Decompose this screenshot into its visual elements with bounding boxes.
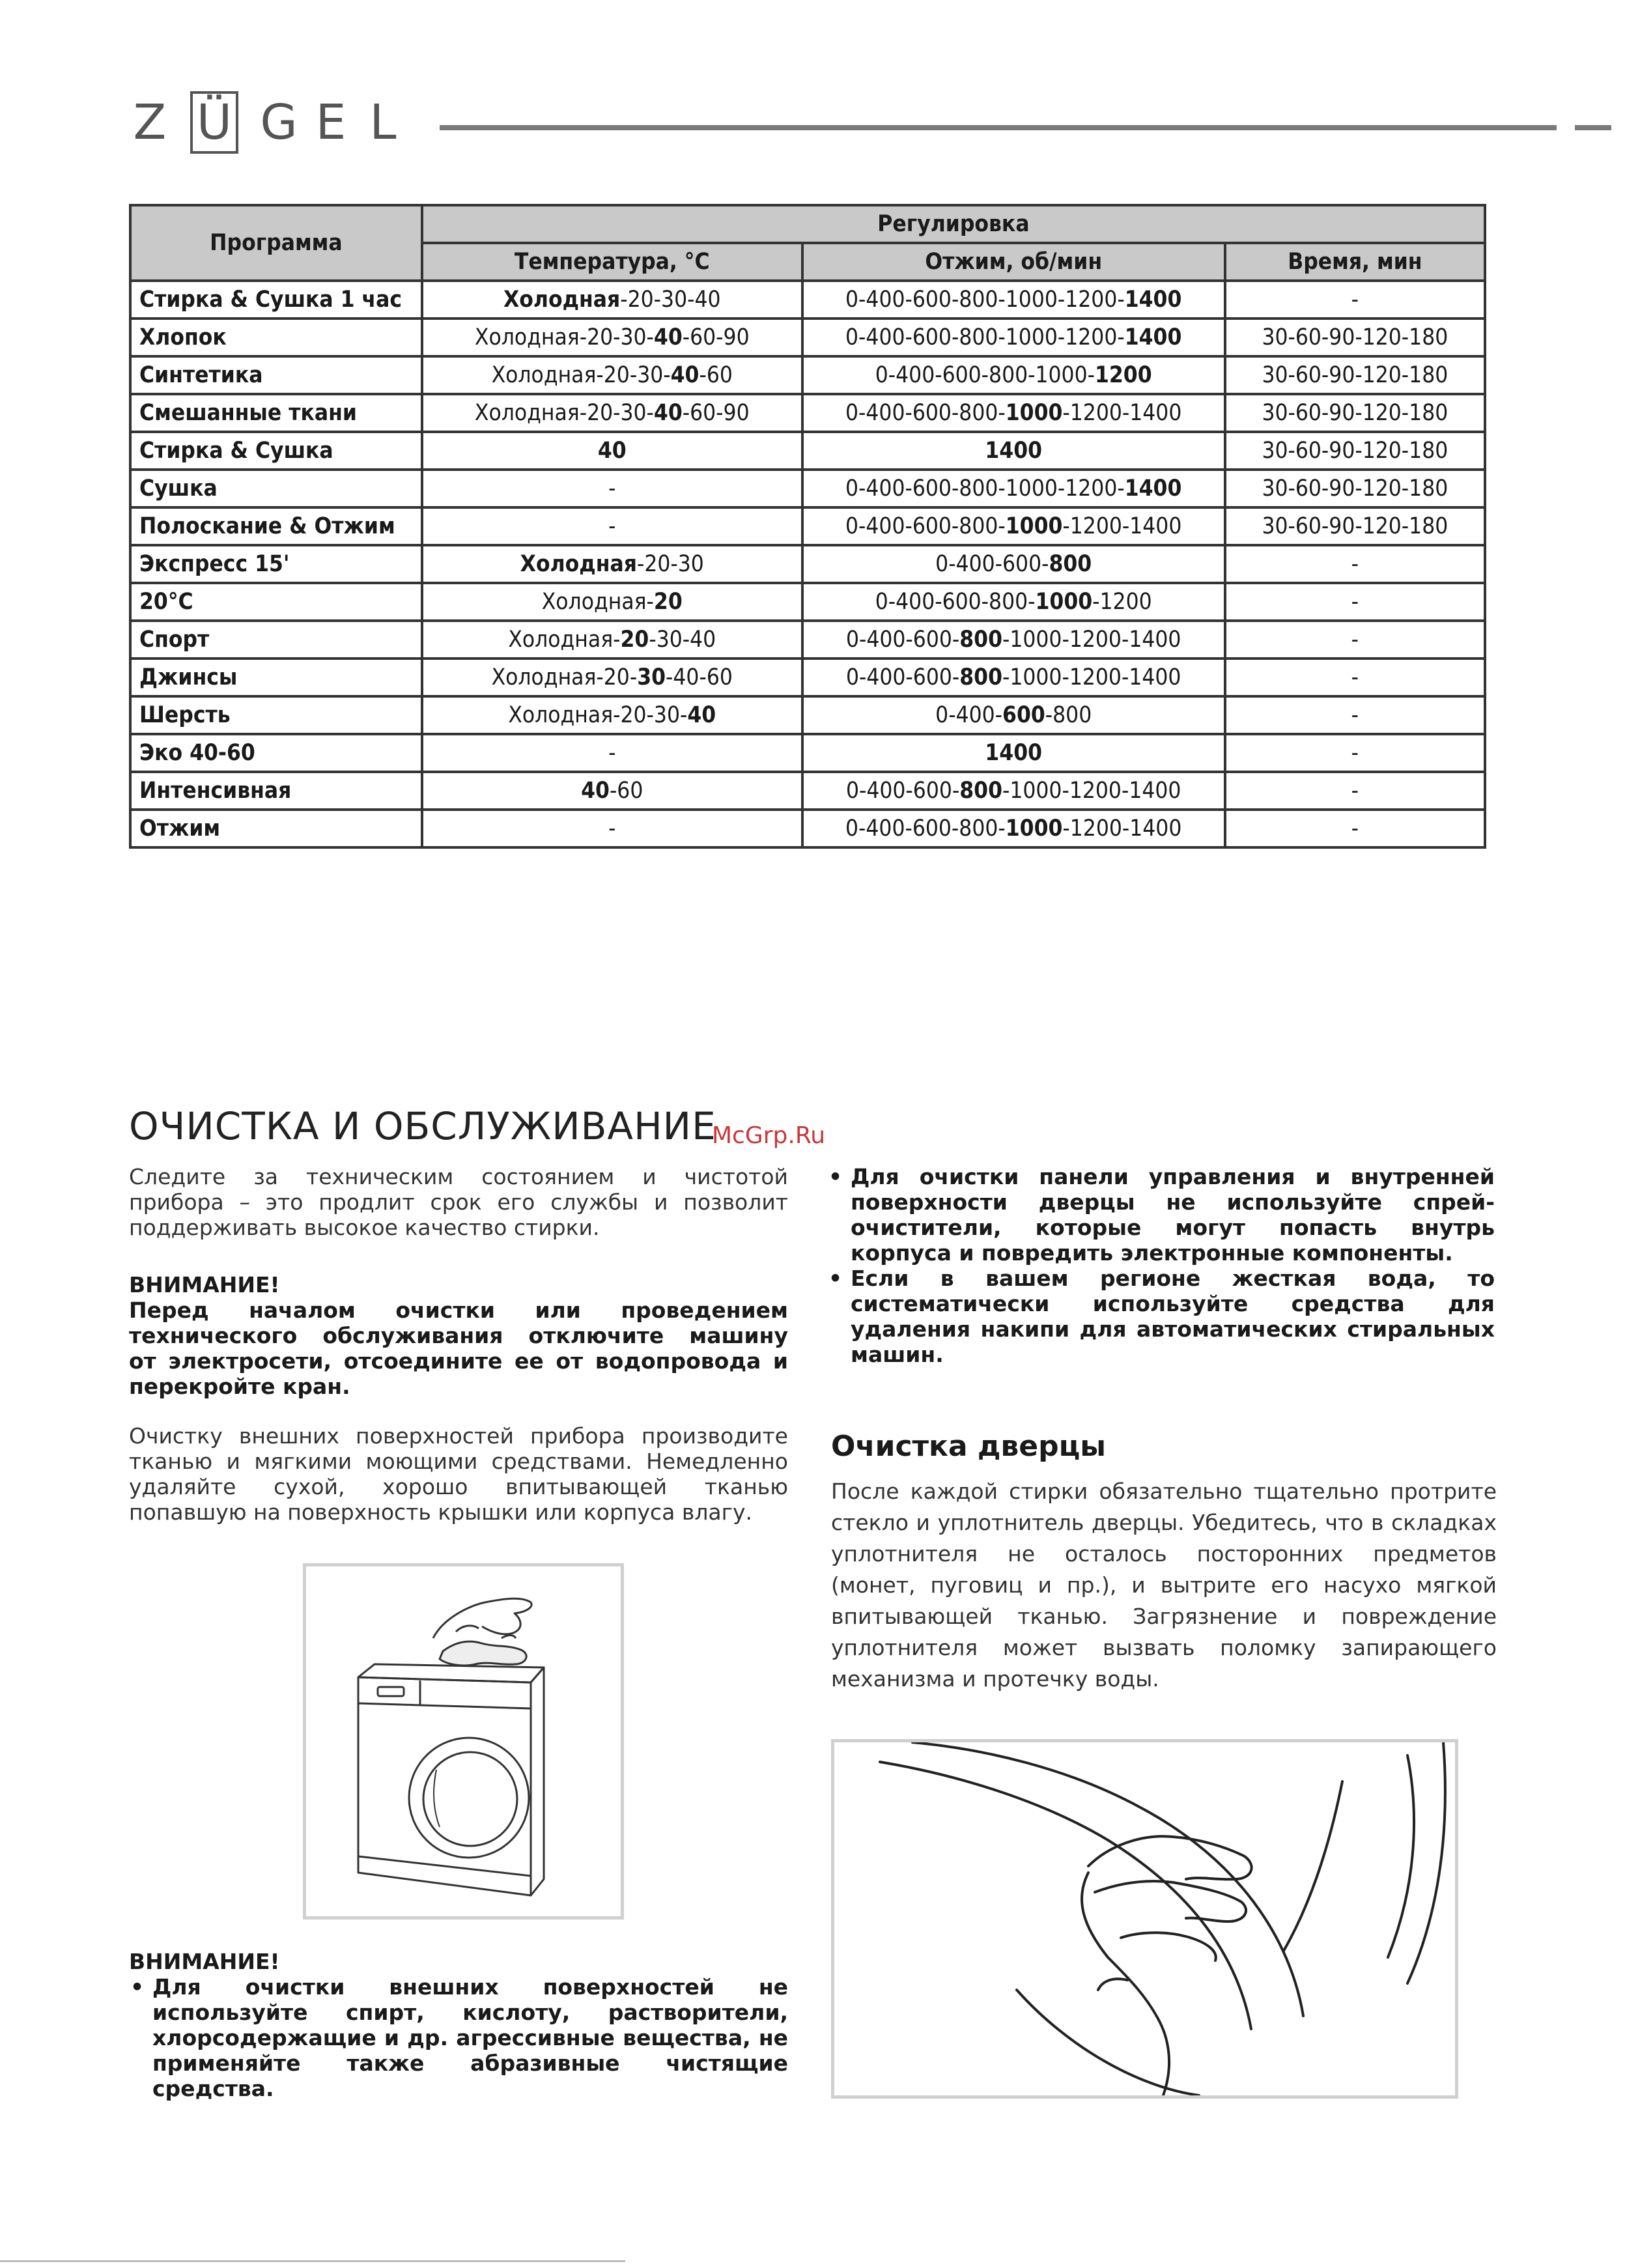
footer-rule	[0, 2260, 625, 2262]
door-cleaning-title: Очистка дверцы	[831, 1430, 1107, 1463]
table-row	[130, 470, 1485, 507]
value-text: -40-60	[666, 664, 733, 690]
default-value: 1400	[1124, 287, 1182, 313]
logo-letter: E	[315, 94, 346, 150]
washer-drawing	[306, 1566, 621, 1916]
default-value: 1000	[1005, 815, 1063, 842]
default-value: 1200	[1094, 362, 1152, 388]
program-name-cell: Полоскание & Отжим	[130, 507, 422, 545]
default-value: Холодная	[520, 551, 637, 577]
value-text: 0-400-600-800-1000-1200-	[845, 324, 1125, 350]
spin-cell	[802, 394, 1225, 432]
text-line: тканью и мягкими моющими средствами. Немедленно	[129, 1449, 788, 1474]
table-row	[130, 810, 1485, 847]
time-cell: -	[1225, 772, 1485, 810]
value-text: 0-400-600-800-1000-	[875, 362, 1095, 388]
default-value: 20	[620, 627, 649, 653]
program-name-cell: Хлопок	[130, 319, 422, 356]
washer-wiping-illustration	[303, 1563, 624, 1920]
programs-table	[129, 204, 1486, 849]
default-value: 1400	[1124, 324, 1182, 350]
default-value: 800	[959, 627, 1002, 653]
value-text: Холодная-	[541, 589, 654, 615]
value-text: 0-400-600-	[845, 664, 960, 690]
text-line: перекройте кран.	[129, 1374, 350, 1399]
text-line: Очистку внешних поверхностей прибора производите	[129, 1423, 788, 1449]
temperature-cell	[422, 734, 802, 772]
default-value: 1400	[1124, 475, 1182, 502]
value-text: -60	[609, 778, 643, 804]
value-text: -1200	[1092, 589, 1152, 615]
value-text: 0-400-600-800-	[845, 400, 1006, 426]
spin-cell	[802, 470, 1225, 507]
temperature-cell	[422, 696, 802, 734]
value-text: 0-400-600-800-	[845, 513, 1006, 539]
warning1-text	[129, 1297, 788, 1399]
program-name-cell: Спорт	[130, 621, 422, 659]
text-line: попавшую на поверхность крышки или корпуса влагу.	[129, 1499, 752, 1525]
time-cell: 30-60-90-120-180	[1225, 394, 1485, 432]
header-program: Программа	[130, 205, 422, 281]
time-cell: -	[1225, 545, 1485, 583]
value-text: 0-400-600-	[935, 551, 1049, 577]
temperature-cell	[422, 621, 802, 659]
text-line: уплотнителя не осталось посторонних предметов	[831, 1541, 1497, 1566]
value-text: 0-400-600-800-1000-1200-	[845, 475, 1125, 502]
time-cell: 30-60-90-120-180	[1225, 432, 1485, 470]
value-text: Холодная-20-30-	[474, 400, 654, 426]
door-seal-illustration	[831, 1739, 1458, 2099]
warning2-title: ВНИМАНИЕ!	[129, 1949, 280, 1974]
header-rule	[440, 125, 1557, 130]
warning1-title: ВНИМАНИЕ!	[129, 1272, 280, 1297]
spin-cell	[802, 659, 1225, 696]
temperature-cell	[422, 507, 802, 545]
value-text: 0-400-600-800-	[845, 815, 1006, 842]
spin-cell	[802, 734, 1225, 772]
temperature-cell	[422, 772, 802, 810]
default-value: 40	[581, 778, 610, 804]
logo-letter: Z	[133, 94, 167, 150]
temperature-cell	[422, 281, 802, 319]
program-name-cell: Джинсы	[130, 659, 422, 696]
text-line: поддерживать высокое качество стирки.	[129, 1215, 600, 1240]
value-text: -60-90	[682, 400, 750, 426]
default-value: 40	[687, 702, 716, 728]
table-row	[130, 621, 1485, 659]
spin-cell	[802, 810, 1225, 847]
default-value: 1000	[1005, 400, 1063, 426]
value-text: -20-30	[636, 551, 704, 577]
spin-cell	[802, 507, 1225, 545]
time-cell: -	[1225, 734, 1485, 772]
program-name-cell: Эко 40-60	[130, 734, 422, 772]
program-name-cell: Синтетика	[130, 356, 422, 394]
door-seal-drawing	[834, 1742, 1455, 2095]
table-row	[130, 507, 1485, 545]
program-name-cell: Стирка & Сушка 1 час	[130, 281, 422, 319]
temperature-cell	[422, 810, 802, 847]
time-cell: 30-60-90-120-180	[1225, 356, 1485, 394]
temperature-cell	[422, 356, 802, 394]
value-text: Холодная-20-30-	[474, 324, 654, 350]
value-text: -1000-1200-1400	[1002, 664, 1181, 690]
text-line: Следите за техническим состоянием и чистотой	[129, 1164, 788, 1189]
default-value: Холодная	[503, 287, 621, 313]
default-value: 1000	[1005, 513, 1063, 539]
default-value: 30	[637, 664, 666, 690]
default-value: 1400	[985, 438, 1043, 464]
header-spin: Отжим, об/мин	[802, 243, 1225, 281]
list-item: • Для очистки внешних поверхностей не используйте спирт, кислоту, растворители, хлорсодержащие и др. агрессивные вещества, не применяйте также абразивные чистящие средства.	[129, 1974, 788, 2101]
time-cell: -	[1225, 810, 1485, 847]
value-text: 0-400-600-	[845, 627, 960, 653]
value-text: -	[608, 475, 616, 502]
logo-letter: Ü	[196, 94, 233, 150]
value-text: -1000-1200-1400	[1002, 778, 1181, 804]
list-item: • Если в вашем регионе жесткая вода, то систематически используйте средства для удаления накипи для автоматических стиральных машин.	[827, 1266, 1495, 1367]
text-line: (монет, пуговиц и пр.), и вытрите его насухо мягкой	[831, 1572, 1497, 1598]
value-text: -60-90	[682, 324, 750, 350]
default-value: 800	[959, 664, 1002, 690]
temperature-cell	[422, 583, 802, 621]
value-text: -20-30-40	[620, 287, 721, 313]
value-text: 0-400-600-	[845, 778, 960, 804]
list-item: • Для очистки панели управления и внутренней поверхности дверцы не используйте спрей-очистители, которые могут попасть внутрь корпуса и повредить электронные компоненты.	[827, 1164, 1495, 1266]
value-text: 0-400-	[935, 702, 1003, 728]
text-line: удаляйте сухой, хорошо впитывающей тканью	[129, 1474, 788, 1499]
spin-cell	[802, 545, 1225, 583]
table-row	[130, 696, 1485, 734]
temperature-cell	[422, 545, 802, 583]
program-name-cell: Стирка & Сушка	[130, 432, 422, 470]
value-text: -800	[1045, 702, 1092, 728]
spin-cell	[802, 281, 1225, 319]
default-value: 1000	[1035, 589, 1093, 615]
time-cell: 30-60-90-120-180	[1225, 507, 1485, 545]
table-row	[130, 545, 1485, 583]
header-time: Время, мин	[1225, 243, 1485, 281]
spin-cell	[802, 432, 1225, 470]
text-line: Перед началом очистки или проведением	[129, 1297, 788, 1323]
table-row	[130, 583, 1485, 621]
temperature-cell	[422, 470, 802, 507]
default-value: 600	[1002, 702, 1045, 728]
time-cell: -	[1225, 583, 1485, 621]
section-title: ОЧИСТКА И ОБСЛУЖИВАНИЕ	[129, 1104, 716, 1148]
text-line: от электросети, отсоедините ее от водопровода и	[129, 1348, 788, 1374]
time-cell: -	[1225, 696, 1485, 734]
program-name-cell: 20°С	[130, 583, 422, 621]
default-value: 40	[670, 362, 699, 388]
table-row	[130, 772, 1485, 810]
value-text: 0-400-600-800-1000-1200-	[845, 287, 1125, 313]
table-row	[130, 659, 1485, 696]
spin-cell	[802, 583, 1225, 621]
program-name-cell: Отжим	[130, 810, 422, 847]
table-row	[130, 281, 1485, 319]
temperature-cell	[422, 432, 802, 470]
spin-cell	[802, 696, 1225, 734]
default-value: 800	[959, 778, 1002, 804]
spin-cell	[802, 772, 1225, 810]
time-cell: -	[1225, 281, 1485, 319]
temperature-cell	[422, 659, 802, 696]
table-header-row	[130, 205, 1485, 243]
exterior-cleaning-paragraph	[129, 1423, 788, 1525]
value-text: -1200-1400	[1062, 815, 1182, 842]
intro-paragraph	[129, 1164, 788, 1240]
value-text: Холодная-20-	[491, 664, 638, 690]
default-value: 40	[653, 400, 683, 426]
logo-letter: G	[260, 94, 298, 150]
table-row	[130, 432, 1485, 470]
spin-cell	[802, 621, 1225, 659]
text-line: механизма и протечку воды.	[831, 1666, 1159, 1692]
value-text: -1200-1400	[1062, 513, 1182, 539]
watermark: McGrp.Ru	[712, 1122, 826, 1149]
default-value: 800	[1049, 551, 1092, 577]
table-row	[130, 319, 1485, 356]
value-text: 0-400-600-800-	[875, 589, 1036, 615]
value-text: -60	[699, 362, 733, 388]
value-text: -1000-1200-1400	[1002, 627, 1181, 653]
value-text: -	[608, 740, 616, 766]
default-value: 20	[653, 589, 683, 615]
time-cell: 30-60-90-120-180	[1225, 470, 1485, 507]
text-line: прибора – это продлит срок его службы и позволит	[129, 1189, 788, 1215]
text-line: уплотнителя может вызвать поломку запирающего	[831, 1635, 1497, 1660]
default-value: 40	[653, 324, 683, 350]
value-text: -	[608, 815, 616, 842]
time-cell: -	[1225, 621, 1485, 659]
header-temperature: Температура, °С	[422, 243, 802, 281]
brand-logo	[124, 91, 409, 154]
text-line: стекло и уплотнитель дверцы. Убедитесь, что в складках	[831, 1510, 1497, 1535]
value-text: -30-40	[649, 627, 716, 653]
spin-cell	[802, 319, 1225, 356]
text-line: технического обслуживания отключите машину	[129, 1323, 788, 1348]
value-text: Холодная-20-30-	[508, 702, 688, 728]
program-name-cell: Смешанные ткани	[130, 394, 422, 432]
program-name-cell: Сушка	[130, 470, 422, 507]
temperature-cell	[422, 319, 802, 356]
header-adjustment: Регулировка	[422, 205, 1485, 243]
text-line: После каждой стирки обязательно тщательно протрите	[831, 1479, 1497, 1504]
temperature-cell	[422, 394, 802, 432]
default-value: 40	[597, 438, 627, 464]
program-name-cell: Интенсивная	[130, 772, 422, 810]
value-text: Холодная-20-30-	[491, 362, 671, 388]
cleaning-tips-list	[827, 1164, 1495, 1367]
program-name-cell: Экспресс 15'	[130, 545, 422, 583]
spin-cell	[802, 356, 1225, 394]
table-row	[130, 734, 1485, 772]
header-rule-end	[1575, 125, 1611, 130]
time-cell: -	[1225, 659, 1485, 696]
value-text: -1200-1400	[1062, 400, 1182, 426]
table-row	[130, 394, 1485, 432]
warning2-list	[129, 1974, 788, 2101]
text-line: впитывающей тканью. Загрязнение и повреждение	[831, 1604, 1497, 1629]
logo-letter-box	[190, 91, 238, 154]
logo-letter: L	[369, 94, 397, 150]
table-row	[130, 356, 1485, 394]
program-name-cell: Шерсть	[130, 696, 422, 734]
time-cell: 30-60-90-120-180	[1225, 319, 1485, 356]
value-text: -	[608, 513, 616, 539]
default-value: 1400	[985, 740, 1043, 766]
value-text: Холодная-	[508, 627, 621, 653]
door-cleaning-paragraph	[831, 1476, 1497, 1695]
